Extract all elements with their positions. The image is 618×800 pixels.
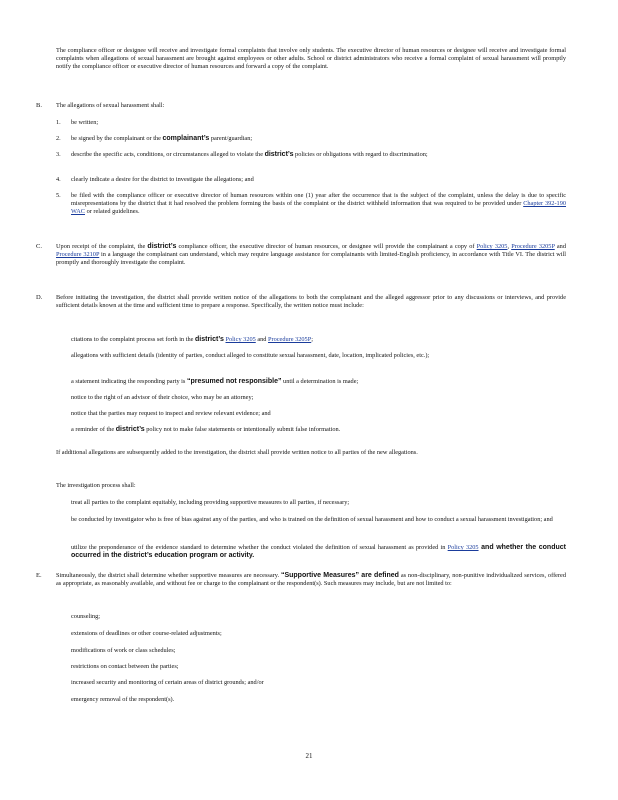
notice-bullet-4: notice to the right of an advisor of their choice, who may be an attorney; [71,394,254,401]
page-number: 21 [305,752,313,760]
section-b-marker: B. [36,102,42,109]
process-bullet-1: treat all parties to the complaint equitably, including providing supportive measures to all parties, if necessary; [71,499,350,506]
section-c-marker: C. [36,243,42,250]
section-b-lead: The allegations of sexual harassment shall: [56,102,165,109]
investigation-process-lead: The investigation process shall: [56,482,136,489]
chapter-392-190-wac-link[interactable]: Chapter 392-190 WAC [71,200,566,216]
process-bullet-2: be conducted by investigator who is free of bias against any of the parties, and who is trained on the definition of sexual harassment and how to conduct a sexual harassment investigation; and [71,516,553,523]
procedure-3210p-link[interactable]: Procedure 3210P [56,251,100,259]
supportive-measure-item: modifications of work or class schedules; [71,647,176,654]
notice-bullet-2: allegations with sufficient details (identity of parties, conduct alleged to constitute sexual harassment, date, location, implicated policies, etc.); [71,352,430,359]
item-number: 3. [56,151,61,158]
notice-bullet-6: a reminder of the district’s policy not to make false statements or intentionally submit false information. [71,426,341,433]
supportive-measure-item: restrictions on contact between the parties; [71,663,179,670]
notice-bullet-1: citations to the complaint process set forth in the district’s Policy 3205 and Procedure 3205P; [71,336,313,343]
section-e-marker: E. [36,572,42,579]
supportive-measure-item: increased security and monitoring of certain areas of district grounds; and/or [71,679,264,686]
supportive-measure-item: emergency removal of the respondent(s). [71,696,175,703]
policy-3205-link[interactable]: Policy 3205 [447,544,479,551]
section-b-item-1: be written; [71,119,99,126]
supportive-measure-item: counseling; [71,613,101,620]
section-b-item-5: be filed with the compliance officer or executive director of human resources within one (1) year after the occurrence that is the subject of the complaint, unless the delay is due to specific misrepresentations by the district that it had resolved the problem forming the basis of the complaint or the district withheld information that was required to be provided under Chapter 392-190 WAC or related guidelines. [71,192,566,216]
procedure-3205p-link[interactable]: Procedure 3205P [511,243,555,250]
policy-3205-link[interactable]: Policy 3205 [225,336,256,343]
section-c-paragraph: Upon receipt of the complaint, the district’s compliance officer, the executive director of human resources, or designee will provide the complainant a copy of Policy 3205, Procedure 3205P and Procedure 3210P in a language the complainant can understand, which may require language assistance for complainants with limited-English proficiency, in accordance with Title VI. The district will promptly and thoroughly investigate the complaint. [56,243,566,267]
section-d-lead: Before initiating the investigation, the district shall provide written notice of the allegations to both the complainant and the alleged aggressor prior to any discussions or interviews, and provide sufficient details known at the time and sufficient time to prepare a response. Specifically, the written notice must include: [56,294,566,310]
supportive-measure-item: extensions of deadlines or other course-related adjustments; [71,630,222,637]
section-b-item-2: be signed by the complainant or the complainant’s parent/guardian; [71,135,253,142]
item-number: 1. [56,119,61,126]
item-number: 4. [56,176,61,183]
notice-bullet-3: a statement indicating the responding party is “presumed not responsible” until a determination is made; [71,378,359,385]
additional-allegations-paragraph: If additional allegations are subsequently added to the investigation, the district shall provide written notice to all parties of the new allegations. [56,449,418,456]
policy-3205-link[interactable]: Policy 3205 [476,243,508,250]
item-number: 5. [56,192,61,199]
section-d-marker: D. [36,294,43,301]
notice-bullet-5: notice that the parties may request to inspect and review relevant evidence; and [71,410,271,417]
item-number: 2. [56,135,61,142]
process-bullet-3: utilize the preponderance of the evidence standard to determine whether the conduct violated the definition of sexual harassment as provided in Policy 3205 and whether the conduct occurred in the district’s education program or activity. [71,544,566,560]
intro-paragraph: The compliance officer or designee will receive and investigate formal complaints that involve only students. The executive director of human resources or designee will receive and investigate formal complaints when allegations of sexual harassment are brought against employees or other adults. School or district administrators who receive a formal complaint of sexual harassment will promptly notify the compliance officer or executive director of human resources and forward a copy of the complaint. [56,47,566,71]
section-b-item-3: describe the specific acts, conditions, or circumstances alleged to violate the district’s policies or obligations with regard to discrimination; [71,151,428,158]
section-e-paragraph: Simultaneously, the district shall determine whether supportive measures are necessary. “Supportive Measures” are defined as non-disciplinary, non-punitive individualized services, offered as appropriate, as reasonably available, and without fee or charge to the complainant or the respondent(s). Such measures may include, but are not limited to: [56,572,566,588]
section-b-item-4: clearly indicate a desire for the district to investigate the allegations; and [71,176,254,183]
procedure-3205p-link[interactable]: Procedure 3205P [268,336,312,343]
